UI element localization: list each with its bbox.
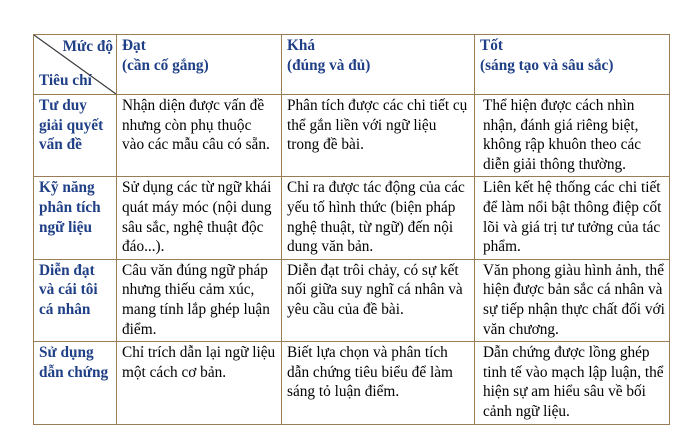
cell-text: Chỉ ra được tác động của các yếu tố hình thức (biện pháp nghệ thuật, từ ngữ) đến nội dung văn bản. <box>287 179 465 256</box>
cell-text: Văn phong giàu hình ảnh, thể hiện được bản sắc cá nhân và sự tiếp nhận thực chất đối với văn chương. <box>483 261 665 338</box>
criterion-label: Diễn đạt và cái tôi cá nhân <box>39 261 98 318</box>
cell-text: Phân tích được các chi tiết cụ thể gắn liền với ngữ liệu trong đề bài. <box>287 97 468 154</box>
cell-text: Thể hiện được cách nhìn nhận, đánh giá riêng biệt, không rập khuôn theo các diễn giải thông thường. <box>483 97 642 173</box>
level-subtitle: (sáng tạo và sâu sắc) <box>480 56 614 74</box>
corner-header-cell <box>34 35 117 95</box>
table-row <box>34 259 670 341</box>
criterion-cell <box>34 177 117 259</box>
criterion-cell <box>34 259 117 341</box>
table-cell <box>117 342 282 424</box>
level-title: Đạt <box>122 37 146 54</box>
table-cell <box>117 177 282 259</box>
header-row <box>34 35 670 95</box>
criterion-label: Tư duy giải quyết vấn đề <box>39 97 104 154</box>
level-header-kha <box>282 35 475 95</box>
criteria-axis-label: Tiêu chí <box>39 72 92 90</box>
level-axis-label: Mức độ <box>62 38 113 55</box>
table-cell <box>282 177 475 259</box>
criterion-cell <box>34 95 117 177</box>
table-cell <box>117 95 282 177</box>
criterion-label: Kỹ năng phân tích ngữ liệu <box>39 179 101 236</box>
cell-text: Chỉ trích dẫn lại ngữ liệu một cách cơ bản. <box>122 344 276 381</box>
cell-text: Liên kết hệ thống các chi tiết để làm nổi bật thông điệp cốt lõi và giá trị tư tưởng của tác phẩm. <box>483 179 662 256</box>
criterion-cell <box>34 342 117 424</box>
table-cell <box>282 342 475 424</box>
table-cell <box>117 259 282 341</box>
rubric-table <box>33 34 670 425</box>
cell-text: Dẫn chứng được lồng ghép tinh tế vào mạch lập luận, thể hiện sự am hiểu sâu về bối cảnh ngữ liệu. <box>483 344 664 420</box>
table-row <box>34 177 670 259</box>
table-cell <box>475 342 670 424</box>
level-header-dat <box>117 35 282 95</box>
table-cell <box>475 177 670 259</box>
cell-text: Diễn đạt trôi chảy, có sự kết nối giữa suy nghĩ cá nhân và yêu cầu của đề bài. <box>287 261 463 318</box>
level-subtitle: (cần cố gắng) <box>122 56 209 74</box>
cell-text: Sử dụng các từ ngữ khái quát máy móc (nội dung sâu sắc, nghệ thuật độc đáo...). <box>122 179 272 256</box>
table-cell <box>282 95 475 177</box>
table-cell <box>475 95 670 177</box>
level-subtitle: (đúng và đủ) <box>287 56 371 74</box>
level-header-tot <box>475 35 670 95</box>
table-row <box>34 95 670 177</box>
level-title: Tốt <box>480 37 503 54</box>
table-row <box>34 342 670 424</box>
cell-text: Câu văn đúng ngữ pháp nhưng thiếu cảm xúc, mang tính lắp ghép luận điểm. <box>122 261 270 338</box>
cell-text: Nhận diện được vấn đề nhưng còn phụ thuộc vào các mẫu câu có sẵn. <box>122 97 270 154</box>
table-cell <box>475 259 670 341</box>
table-cell <box>282 259 475 341</box>
cell-text: Biết lựa chọn và phân tích dẫn chứng tiêu biểu để làm sáng tỏ luận điểm. <box>287 344 453 401</box>
level-title: Khá <box>287 37 316 54</box>
criterion-label: Sử dụng dẫn chứng <box>39 344 109 381</box>
